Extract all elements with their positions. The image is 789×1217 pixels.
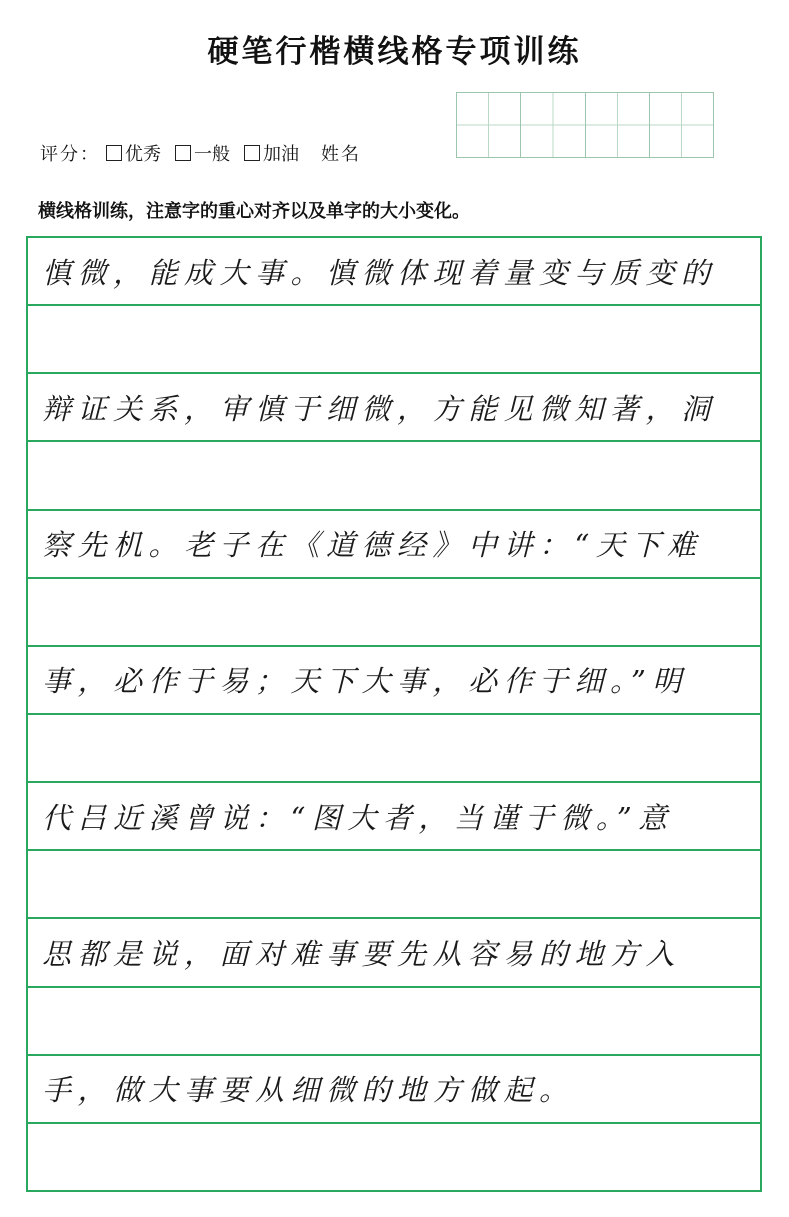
practice-row[interactable]: [28, 919, 760, 987]
practice-row[interactable]: [28, 647, 760, 715]
practice-row[interactable]: [28, 511, 760, 579]
practice-row-blank[interactable]: [28, 579, 760, 647]
practice-row-blank[interactable]: [28, 715, 760, 783]
rating-option-average[interactable]: [175, 140, 230, 166]
practice-row[interactable]: [28, 783, 760, 851]
practice-sheet: [26, 236, 762, 1192]
row-text: 手，做大事要从细微的地方做起。: [42, 1073, 575, 1108]
practice-row-blank[interactable]: [28, 1124, 760, 1190]
name-label: 姓名: [321, 144, 361, 165]
name-grid-cell[interactable]: [650, 93, 713, 157]
checkbox-icon[interactable]: [175, 145, 191, 161]
row-text: 慎微，能成大事。慎微体现着量变与质变的: [42, 255, 717, 290]
practice-row[interactable]: [28, 374, 760, 442]
row-text: 代吕近溪曾说：“图大者，当谨于微。”意: [42, 800, 674, 835]
name-writing-grid[interactable]: [456, 92, 714, 158]
row-text: 察先机。老子在《道德经》中讲：“天下难: [42, 528, 703, 563]
practice-row[interactable]: [28, 238, 760, 306]
practice-row[interactable]: [28, 1056, 760, 1124]
name-grid-cell[interactable]: [457, 93, 521, 157]
practice-row-blank[interactable]: [28, 851, 760, 919]
practice-row-blank[interactable]: [28, 306, 760, 374]
instruction-text: 横线格训练，注意字的重心对齐以及单字的大小变化。: [38, 201, 470, 222]
rating-option-excellent[interactable]: [106, 140, 161, 166]
practice-row-blank[interactable]: [28, 988, 760, 1056]
rating-option-keep-going[interactable]: [244, 140, 299, 166]
rating-option-label: 一般: [194, 144, 230, 165]
name-grid-cell[interactable]: [521, 93, 585, 157]
page-title: 硬笔行楷横线格专项训练: [207, 34, 582, 70]
practice-row-blank[interactable]: [28, 442, 760, 510]
row-text: 思都是说，面对难事要先从容易的地方入: [42, 936, 682, 971]
checkbox-icon[interactable]: [106, 145, 122, 161]
checkbox-icon[interactable]: [244, 145, 260, 161]
row-text: 辩证关系，审慎于细微，方能见微知著，洞: [42, 391, 717, 426]
rating-option-label: 优秀: [125, 144, 161, 165]
row-text: 事，必作于易；天下大事，必作于细。”明: [42, 664, 688, 699]
rating-section: [40, 140, 361, 166]
rating-option-label: 加油: [263, 144, 299, 165]
rating-label: 评分：: [40, 144, 100, 165]
name-grid-cell[interactable]: [586, 93, 650, 157]
